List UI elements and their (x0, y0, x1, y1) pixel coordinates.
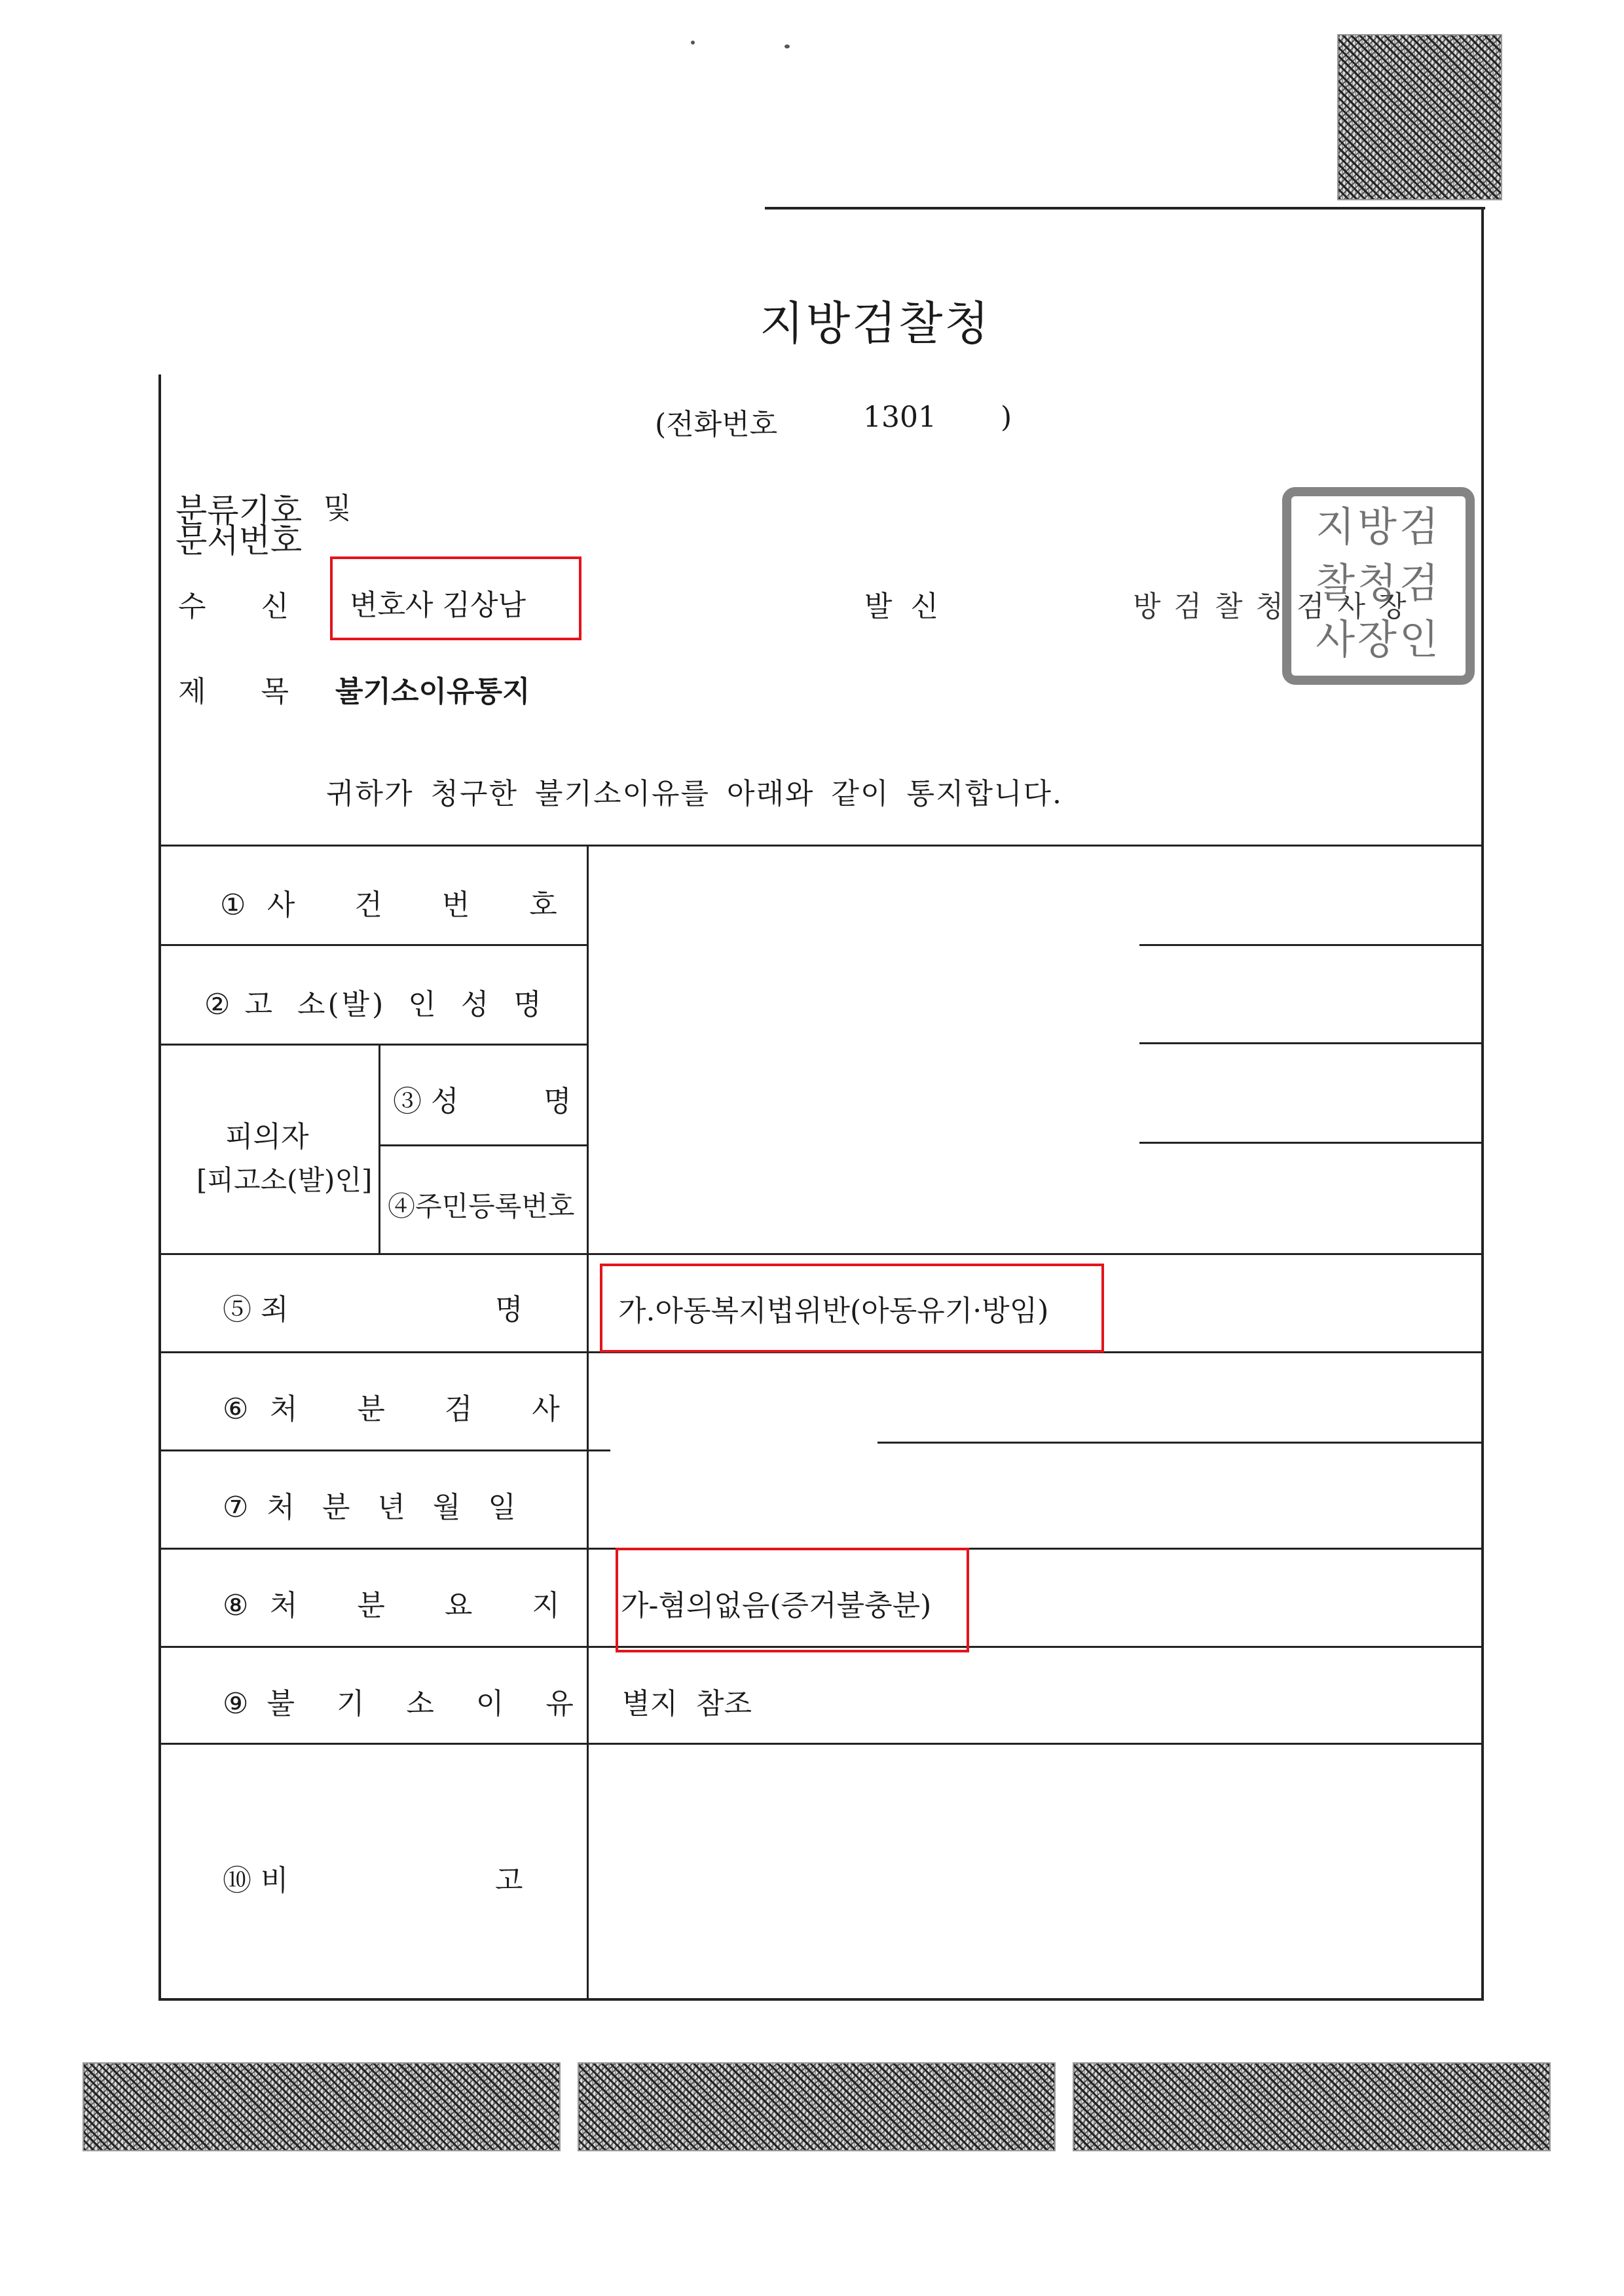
row5-value: 가.아동복지법위반(아동유기·방임) (618, 1294, 1049, 1328)
row3-label: ③ 성 (393, 1085, 459, 1118)
row6-num: ⑥ (223, 1393, 249, 1426)
frame-right-line (1481, 207, 1484, 2001)
classification-suffix: 및 (323, 492, 352, 525)
scan-mark (691, 41, 695, 45)
qr-code-bottom-1 (83, 2062, 561, 2151)
official-seal (1282, 487, 1475, 685)
right-partial-line (1139, 1042, 1484, 1044)
right-partial-line (1139, 1142, 1484, 1144)
suspect-label-2: [피고소(발)인] (196, 1164, 373, 1196)
row5-num: ⑤ (223, 1293, 251, 1326)
suspect-inner-col (378, 1044, 380, 1253)
row-line (158, 944, 588, 946)
phone-close: ) (1001, 401, 1012, 434)
row7-num: ⑦ (223, 1491, 249, 1524)
right-partial-line (1139, 944, 1484, 946)
phone-number: 1301 (863, 401, 936, 434)
phone-label: (전화번호 (655, 408, 778, 441)
row10-label-b: 고 (495, 1864, 523, 1897)
row2-label: ② 고 소(발) 인 성 명 (204, 988, 544, 1021)
recipient-label: 수 신 (178, 590, 289, 623)
classification-label-1: 분류기호 (175, 492, 303, 530)
qr-code-bottom-3 (1073, 2062, 1551, 2151)
row8-num: ⑧ (223, 1589, 249, 1622)
frame-top-line (765, 207, 1485, 210)
row7-label: ⑦ 처 분 년 월 일 (223, 1491, 525, 1524)
row-line (158, 1449, 610, 1451)
row8-value: 가-혐의없음(증거불충분) (621, 1589, 932, 1622)
sender-value: 방 검 찰 청 검 사 장 (1133, 590, 1407, 623)
row-line (158, 1044, 588, 1046)
classification-label-2: 문서번호 (175, 522, 303, 560)
row10-num: ⑩ (223, 1864, 251, 1897)
row2-num: ② (204, 988, 233, 1021)
row10-label: ⑩ 비 (223, 1864, 289, 1897)
row1-label: ① 사 건 번 호 (220, 888, 570, 922)
row5-label: ⑤ 죄 (223, 1293, 289, 1326)
table-top-line (158, 845, 1484, 847)
row1-num: ① (220, 888, 246, 922)
row-line (158, 1743, 1484, 1745)
subject-label: 제 목 (178, 675, 289, 708)
suspect-label-1: 피의자 (225, 1120, 309, 1154)
table-bottom-line (158, 1998, 1484, 2001)
intro-text: 귀하가 청구한 불기소이유를 아래와 같이 통지합니다. (326, 777, 1063, 811)
row3-num: ③ (393, 1085, 422, 1118)
sender-label: 발 신 (864, 590, 938, 623)
seal-text: 지방검찰청검사장인 (1316, 503, 1441, 663)
row3-label-b: 명 (544, 1085, 572, 1118)
row-line (378, 1144, 588, 1146)
row4-label: ④주민등록번호 (388, 1190, 575, 1222)
row5-label-b: 명 (495, 1293, 523, 1326)
recipient-value: 변호사 김상남 (350, 589, 526, 622)
row4-num: ④ (388, 1190, 416, 1222)
frame-left-line (158, 374, 161, 2001)
row9-num: ⑨ (223, 1687, 249, 1721)
scan-mark (784, 45, 790, 48)
row6-label: ⑥ 처 분 검 사 (223, 1393, 572, 1426)
row-line (877, 1442, 1484, 1444)
row9-label: ⑨ 불 기 소 이 유 (223, 1687, 583, 1721)
qr-code-bottom-2 (578, 2062, 1056, 2151)
agency-title: 지방검찰청 (760, 297, 991, 350)
table-divider-col (587, 845, 589, 2001)
row9-value: 별지 참조 (622, 1687, 752, 1721)
row8-label: ⑧ 처 분 요 지 (223, 1589, 572, 1622)
row-line (158, 1253, 1484, 1255)
subject-value: 불기소이유통지 (335, 675, 530, 708)
qr-code-top (1337, 34, 1502, 200)
